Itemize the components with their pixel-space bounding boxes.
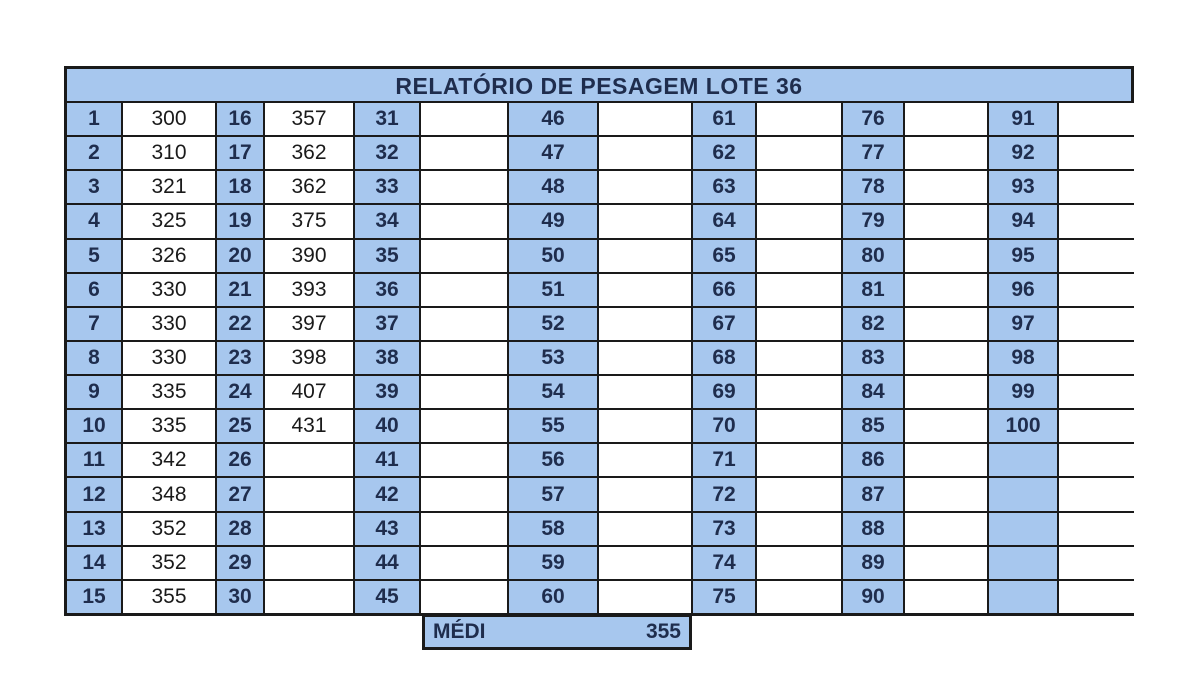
animal-number-cell: 95 bbox=[989, 240, 1057, 272]
weight-cell: 362 bbox=[265, 171, 353, 203]
weight-cell bbox=[1059, 410, 1138, 442]
animal-number-cell: 35 bbox=[355, 240, 419, 272]
weight-cell bbox=[421, 342, 507, 374]
weight-cell bbox=[599, 137, 691, 169]
weight-cell bbox=[1059, 274, 1138, 306]
weight-cell: 326 bbox=[123, 240, 215, 272]
animal-number-cell: 91 bbox=[989, 103, 1057, 135]
animal-number-cell: 63 bbox=[693, 171, 755, 203]
weight-cell bbox=[1059, 308, 1138, 340]
weight-cell bbox=[905, 444, 987, 476]
weight-cell bbox=[265, 547, 353, 579]
weight-cell: 393 bbox=[265, 274, 353, 306]
animal-number-cell: 24 bbox=[217, 376, 263, 408]
animal-number-cell: 8 bbox=[67, 342, 121, 374]
animal-number-cell: 32 bbox=[355, 137, 419, 169]
weight-cell bbox=[599, 478, 691, 510]
weight-cell bbox=[905, 308, 987, 340]
animal-number-cell: 19 bbox=[217, 205, 263, 237]
animal-number-cell: 88 bbox=[843, 513, 903, 545]
weight-cell: 352 bbox=[123, 547, 215, 579]
weight-cell: 357 bbox=[265, 103, 353, 135]
weight-cell bbox=[905, 547, 987, 579]
animal-number-cell: 28 bbox=[217, 513, 263, 545]
animal-number-cell: 33 bbox=[355, 171, 419, 203]
weight-cell bbox=[905, 478, 987, 510]
weight-cell: 431 bbox=[265, 410, 353, 442]
empty-number-cell bbox=[989, 547, 1057, 579]
weight-cell bbox=[757, 171, 841, 203]
weight-grid bbox=[67, 103, 1131, 613]
animal-number-cell: 64 bbox=[693, 205, 755, 237]
animal-number-cell: 22 bbox=[217, 308, 263, 340]
animal-number-cell: 53 bbox=[509, 342, 597, 374]
animal-number-cell: 13 bbox=[67, 513, 121, 545]
weight-cell bbox=[905, 274, 987, 306]
animal-number-cell: 66 bbox=[693, 274, 755, 306]
average-label: MÉDI bbox=[433, 620, 486, 643]
weight-cell: 330 bbox=[123, 342, 215, 374]
weight-cell bbox=[421, 171, 507, 203]
weight-cell: 390 bbox=[265, 240, 353, 272]
animal-number-cell: 62 bbox=[693, 137, 755, 169]
animal-number-cell: 41 bbox=[355, 444, 419, 476]
animal-number-cell: 90 bbox=[843, 581, 903, 613]
weight-cell bbox=[1059, 581, 1138, 613]
animal-number-cell: 20 bbox=[217, 240, 263, 272]
animal-number-cell: 34 bbox=[355, 205, 419, 237]
animal-number-cell: 44 bbox=[355, 547, 419, 579]
weight-cell: 355 bbox=[123, 581, 215, 613]
weight-cell bbox=[905, 171, 987, 203]
animal-number-cell: 65 bbox=[693, 240, 755, 272]
weight-cell bbox=[421, 137, 507, 169]
animal-number-cell: 18 bbox=[217, 171, 263, 203]
weight-cell: 335 bbox=[123, 376, 215, 408]
weight-cell: 375 bbox=[265, 205, 353, 237]
weight-cell: 352 bbox=[123, 513, 215, 545]
animal-number-cell: 86 bbox=[843, 444, 903, 476]
animal-number-cell: 83 bbox=[843, 342, 903, 374]
weight-cell bbox=[421, 581, 507, 613]
animal-number-cell: 2 bbox=[67, 137, 121, 169]
weight-cell bbox=[905, 342, 987, 374]
animal-number-cell: 82 bbox=[843, 308, 903, 340]
animal-number-cell: 87 bbox=[843, 478, 903, 510]
weight-cell: 397 bbox=[265, 308, 353, 340]
weight-cell bbox=[599, 444, 691, 476]
animal-number-cell: 37 bbox=[355, 308, 419, 340]
weight-cell bbox=[1059, 547, 1138, 579]
animal-number-cell: 98 bbox=[989, 342, 1057, 374]
animal-number-cell: 38 bbox=[355, 342, 419, 374]
animal-number-cell: 52 bbox=[509, 308, 597, 340]
animal-number-cell: 60 bbox=[509, 581, 597, 613]
weight-cell bbox=[265, 478, 353, 510]
weight-cell bbox=[599, 274, 691, 306]
animal-number-cell: 49 bbox=[509, 205, 597, 237]
animal-number-cell: 68 bbox=[693, 342, 755, 374]
animal-number-cell: 75 bbox=[693, 581, 755, 613]
animal-number-cell: 16 bbox=[217, 103, 263, 135]
average-box bbox=[422, 614, 692, 650]
weight-cell bbox=[421, 547, 507, 579]
animal-number-cell: 72 bbox=[693, 478, 755, 510]
weight-cell bbox=[757, 274, 841, 306]
weight-cell: 330 bbox=[123, 274, 215, 306]
weight-cell bbox=[905, 240, 987, 272]
weight-cell: 407 bbox=[265, 376, 353, 408]
animal-number-cell: 67 bbox=[693, 308, 755, 340]
animal-number-cell: 3 bbox=[67, 171, 121, 203]
weight-cell bbox=[421, 240, 507, 272]
animal-number-cell: 30 bbox=[217, 581, 263, 613]
weight-cell bbox=[599, 103, 691, 135]
empty-number-cell bbox=[989, 581, 1057, 613]
animal-number-cell: 77 bbox=[843, 137, 903, 169]
animal-number-cell: 45 bbox=[355, 581, 419, 613]
weight-cell bbox=[757, 410, 841, 442]
weight-cell bbox=[599, 410, 691, 442]
animal-number-cell: 94 bbox=[989, 205, 1057, 237]
empty-number-cell bbox=[989, 478, 1057, 510]
animal-number-cell: 92 bbox=[989, 137, 1057, 169]
animal-number-cell: 42 bbox=[355, 478, 419, 510]
animal-number-cell: 58 bbox=[509, 513, 597, 545]
animal-number-cell: 1 bbox=[67, 103, 121, 135]
animal-number-cell: 54 bbox=[509, 376, 597, 408]
weight-cell bbox=[1059, 342, 1138, 374]
weight-cell bbox=[757, 205, 841, 237]
weight-cell bbox=[421, 376, 507, 408]
animal-number-cell: 51 bbox=[509, 274, 597, 306]
weight-cell bbox=[757, 478, 841, 510]
weight-cell: 335 bbox=[123, 410, 215, 442]
weight-cell: 310 bbox=[123, 137, 215, 169]
weight-cell bbox=[905, 376, 987, 408]
animal-number-cell: 11 bbox=[67, 444, 121, 476]
animal-number-cell: 89 bbox=[843, 547, 903, 579]
weight-cell: 300 bbox=[123, 103, 215, 135]
animal-number-cell: 17 bbox=[217, 137, 263, 169]
animal-number-cell: 71 bbox=[693, 444, 755, 476]
weight-cell bbox=[757, 137, 841, 169]
weight-cell bbox=[905, 513, 987, 545]
animal-number-cell: 84 bbox=[843, 376, 903, 408]
weight-cell bbox=[265, 513, 353, 545]
weight-cell bbox=[905, 103, 987, 135]
animal-number-cell: 80 bbox=[843, 240, 903, 272]
animal-number-cell: 40 bbox=[355, 410, 419, 442]
animal-number-cell: 27 bbox=[217, 478, 263, 510]
weight-cell bbox=[599, 376, 691, 408]
animal-number-cell: 93 bbox=[989, 171, 1057, 203]
weight-cell: 362 bbox=[265, 137, 353, 169]
weight-cell bbox=[599, 581, 691, 613]
weight-cell bbox=[421, 103, 507, 135]
animal-number-cell: 55 bbox=[509, 410, 597, 442]
weight-cell bbox=[757, 103, 841, 135]
weight-cell bbox=[421, 308, 507, 340]
animal-number-cell: 97 bbox=[989, 308, 1057, 340]
weight-cell bbox=[1059, 478, 1138, 510]
animal-number-cell: 99 bbox=[989, 376, 1057, 408]
weight-cell: 342 bbox=[123, 444, 215, 476]
animal-number-cell: 46 bbox=[509, 103, 597, 135]
weight-cell bbox=[599, 205, 691, 237]
animal-number-cell: 73 bbox=[693, 513, 755, 545]
animal-number-cell: 50 bbox=[509, 240, 597, 272]
animal-number-cell: 70 bbox=[693, 410, 755, 442]
animal-number-cell: 14 bbox=[67, 547, 121, 579]
weight-cell bbox=[265, 581, 353, 613]
weight-cell bbox=[905, 205, 987, 237]
animal-number-cell: 21 bbox=[217, 274, 263, 306]
animal-number-cell: 12 bbox=[67, 478, 121, 510]
weight-cell bbox=[599, 240, 691, 272]
animal-number-cell: 81 bbox=[843, 274, 903, 306]
animal-number-cell: 4 bbox=[67, 205, 121, 237]
weight-cell bbox=[1059, 205, 1138, 237]
weight-cell bbox=[599, 342, 691, 374]
weight-cell bbox=[421, 410, 507, 442]
animal-number-cell: 25 bbox=[217, 410, 263, 442]
weight-cell bbox=[905, 137, 987, 169]
average-value: 355 bbox=[645, 620, 681, 643]
animal-number-cell: 47 bbox=[509, 137, 597, 169]
empty-number-cell bbox=[989, 513, 1057, 545]
animal-number-cell: 39 bbox=[355, 376, 419, 408]
animal-number-cell: 69 bbox=[693, 376, 755, 408]
animal-number-cell: 6 bbox=[67, 274, 121, 306]
weight-cell bbox=[757, 444, 841, 476]
weight-cell: 330 bbox=[123, 308, 215, 340]
weight-cell bbox=[757, 308, 841, 340]
weight-cell bbox=[757, 376, 841, 408]
weight-cell bbox=[1059, 376, 1138, 408]
weight-cell bbox=[757, 581, 841, 613]
animal-number-cell: 59 bbox=[509, 547, 597, 579]
report-title: RELATÓRIO DE PESAGEM LOTE 36 bbox=[67, 69, 1131, 101]
animal-number-cell: 31 bbox=[355, 103, 419, 135]
animal-number-cell: 96 bbox=[989, 274, 1057, 306]
animal-number-cell: 5 bbox=[67, 240, 121, 272]
weight-cell bbox=[1059, 513, 1138, 545]
animal-number-cell: 36 bbox=[355, 274, 419, 306]
animal-number-cell: 61 bbox=[693, 103, 755, 135]
weight-cell bbox=[905, 581, 987, 613]
weight-cell bbox=[1059, 240, 1138, 272]
weight-cell bbox=[421, 205, 507, 237]
weight-cell: 321 bbox=[123, 171, 215, 203]
animal-number-cell: 78 bbox=[843, 171, 903, 203]
weighing-report-table bbox=[64, 66, 1134, 616]
animal-number-cell: 43 bbox=[355, 513, 419, 545]
empty-number-cell bbox=[989, 444, 1057, 476]
animal-number-cell: 23 bbox=[217, 342, 263, 374]
animal-number-cell: 56 bbox=[509, 444, 597, 476]
animal-number-cell: 26 bbox=[217, 444, 263, 476]
animal-number-cell: 48 bbox=[509, 171, 597, 203]
weight-cell bbox=[421, 274, 507, 306]
weight-cell bbox=[265, 444, 353, 476]
animal-number-cell: 29 bbox=[217, 547, 263, 579]
animal-number-cell: 9 bbox=[67, 376, 121, 408]
weight-cell bbox=[1059, 444, 1138, 476]
weight-cell bbox=[599, 171, 691, 203]
animal-number-cell: 85 bbox=[843, 410, 903, 442]
weight-cell bbox=[599, 513, 691, 545]
weight-cell: 398 bbox=[265, 342, 353, 374]
animal-number-cell: 15 bbox=[67, 581, 121, 613]
weight-cell bbox=[599, 308, 691, 340]
weight-cell bbox=[757, 513, 841, 545]
weight-cell bbox=[757, 342, 841, 374]
weight-cell: 325 bbox=[123, 205, 215, 237]
weight-cell bbox=[1059, 171, 1138, 203]
animal-number-cell: 74 bbox=[693, 547, 755, 579]
weight-cell bbox=[421, 513, 507, 545]
animal-number-cell: 79 bbox=[843, 205, 903, 237]
animal-number-cell: 7 bbox=[67, 308, 121, 340]
weight-cell bbox=[757, 240, 841, 272]
weight-cell bbox=[599, 547, 691, 579]
weight-cell bbox=[421, 478, 507, 510]
animal-number-cell: 76 bbox=[843, 103, 903, 135]
weight-cell bbox=[1059, 137, 1138, 169]
animal-number-cell: 57 bbox=[509, 478, 597, 510]
weight-cell bbox=[757, 547, 841, 579]
animal-number-cell: 100 bbox=[989, 410, 1057, 442]
animal-number-cell: 10 bbox=[67, 410, 121, 442]
weight-cell: 348 bbox=[123, 478, 215, 510]
weight-cell bbox=[905, 410, 987, 442]
weight-cell bbox=[421, 444, 507, 476]
weight-cell bbox=[1059, 103, 1138, 135]
